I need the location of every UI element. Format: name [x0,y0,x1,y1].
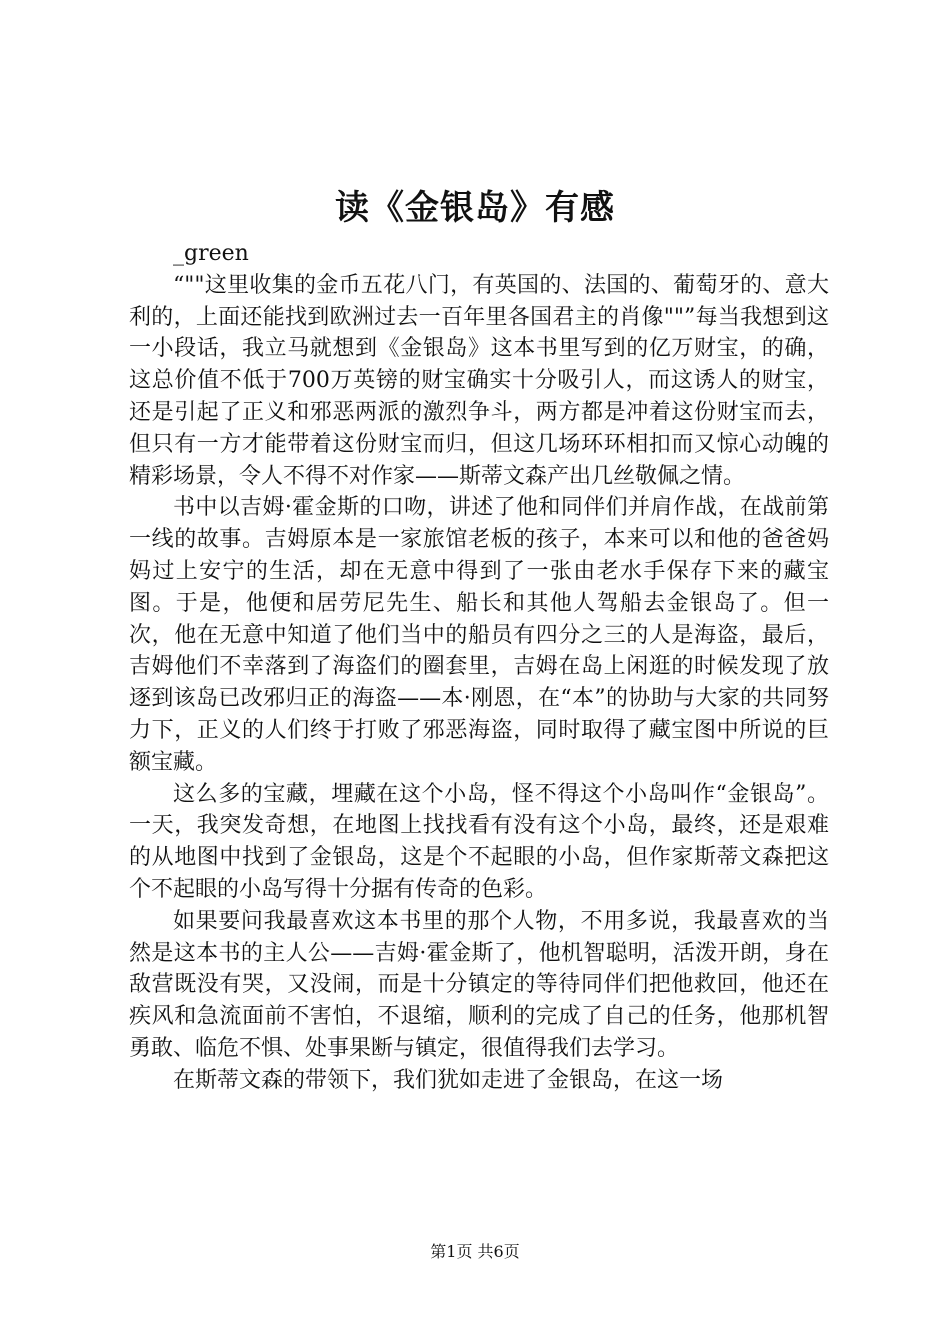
document-body [129,238,829,1097]
paragraph-3: 这么多的宝藏，埋藏在这个小岛，怪不得这个小岛叫作“金银岛”。一天，我突发奇想，在地图上找找看有没有这个小岛，最终，还是艰难的从地图中找到了金银岛，这是个不起眼的小岛，但作家斯蒂文森把这个不起眼的小岛写得十分据有传奇的色彩。 [129,781,829,902]
paragraph-2: 书中以吉姆·霍金斯的口吻，讲述了他和同伴们并肩作战，在战前第一线的故事。吉姆原本是一家旅馆老板的孩子，本来可以和他的爸爸妈妈过上安宁的生活，却在无意中得到了一张由老水手保存下来的藏宝图。于是，他便和居劳尼先生、船长和其他人驾船去金银岛了。但一次，他在无意中知道了他们当中的船员有四分之三的人是海盗，最后，吉姆他们不幸落到了海盗们的圈套里，吉姆在岛上闲逛的时候发现了放逐到该岛已改邪归正的海盗——本·刚恩，在“本”的协助与大家的共同努力下，正义的人们终于打败了邪恶海盗，同时取得了藏宝图中所说的巨额宝藏。 [129,495,829,775]
author-line: _green [173,241,249,266]
paragraph-1: “""这里收集的金币五花八门，有英国的、法国的、葡萄牙的、意大利的，上面还能找到欧洲过去一百年里各国君主的肖像""”每当我想到这一小段话，我立马就想到《金银岛》这本书里写到的亿万财宝，的确，这总价值不低于700万英镑的财宝确实十分吸引人，而这诱人的财宝，还是引起了正义和邪恶两派的激烈争斗，两方都是冲着这份财宝而去，但只有一方才能带着这份财宝而归，但这几场环环相扣而又惊心动魄的精彩场景，令人不得不对作家——斯蒂文森产出几丝敬佩之情。 [129,272,829,489]
paragraph-4: 如果要问我最喜欢这本书里的那个人物，不用多说，我最喜欢的当然是这本书的主人公——吉姆·霍金斯了，他机智聪明，活泼开朗，身在敌营既没有哭，又没闹，而是十分镇定的等待同伴们把他救回，他还在疾风和急流面前不害怕，不退缩，顺利的完成了自己的任务，他那机智勇敢、临危不惧、处事果断与镇定，很值得我们去学习。 [129,908,829,1061]
page-footer: 第1页 共6页 [430,1242,520,1261]
document-title: 读《金银岛》有感 [335,188,615,228]
paragraph-5: 在斯蒂文森的带领下，我们犹如走进了金银岛，在这一场 [173,1067,724,1093]
